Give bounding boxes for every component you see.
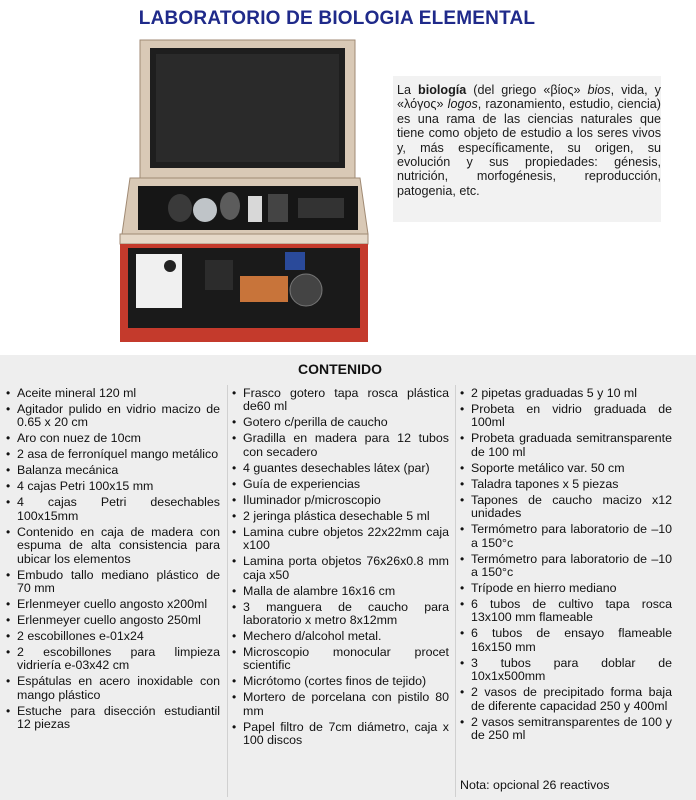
list-item: • Mechero d/alcohol metal. — [232, 630, 449, 643]
list-item: • Termómetro para laboratorio de –10 a 150°c — [460, 553, 672, 580]
list-item: • Frasco gotero tapa rosca plástica de60 ml — [232, 387, 449, 414]
page-title: LABORATORIO DE BIOLOGIA ELEMENTAL — [138, 8, 536, 29]
desc-prefix: La — [397, 83, 419, 97]
list-item: • Iluminador p/microscopio — [232, 494, 449, 507]
contents-column-3 — [460, 387, 672, 745]
kit-photo — [110, 38, 380, 350]
list-item: • 3 tubos para doblar de 10x1x500mm — [460, 657, 672, 684]
list-item: • 3 manguera de caucho para laboratorio x metro 8x12mm — [232, 601, 449, 628]
list-item: • Agitador pulido en vidrio macizo de 0.65 x 20 cm — [6, 403, 220, 430]
column-divider — [455, 385, 456, 797]
list-item: • Papel filtro de 7cm diámetro, caja x 100 discos — [232, 721, 449, 748]
list-item: • 4 cajas Petri desechables 100x15mm — [6, 496, 220, 523]
list-item: • Microscopio monocular procet scientific — [232, 646, 449, 673]
list-item: • Micrótomo (cortes finos de tejido) — [232, 675, 449, 688]
list-item: • Guía de experiencias — [232, 478, 449, 491]
list-item: • Taladra tapones x 5 piezas — [460, 478, 672, 491]
contents-panel — [0, 355, 696, 800]
list-item: • Tapones de caucho macizo x12 unidades — [460, 494, 672, 521]
list-item: • Erlenmeyer cuello angosto x200ml — [6, 598, 220, 611]
list-item: • Gotero c/perilla de caucho — [232, 416, 449, 429]
desc-part2: , vida, y «λόγος» — [397, 83, 661, 112]
list-item: • Espátulas en acero inoxidable con mango plástico — [6, 675, 220, 702]
desc-bios: bios — [587, 83, 611, 97]
list-item: • 2 pipetas graduadas 5 y 10 ml — [460, 387, 672, 400]
list-item: • Termómetro para laboratorio de –10 a 150°c — [460, 523, 672, 550]
list-item: • Aro con nuez de 10cm — [6, 432, 220, 445]
contents-column-1 — [6, 387, 220, 734]
list-item: • Lamina cubre objetos 22x22mm caja x100 — [232, 526, 449, 553]
list-item: • Embudo tallo mediano plástico de 70 mm — [6, 569, 220, 596]
desc-term: biología — [418, 83, 467, 97]
note-text: Nota: opcional 26 reactivos — [460, 778, 610, 792]
list-item: • Balanza mecánica — [6, 464, 220, 477]
list-item: • Mortero de porcelana con pistilo 80 mm — [232, 691, 449, 718]
list-item: • Probeta graduada semitransparente de 100 ml — [460, 432, 672, 459]
list-item: • Aceite mineral 120 ml — [6, 387, 220, 400]
list-item: • Probeta en vidrio graduada de 100ml — [460, 403, 672, 430]
list-item: • 2 vasos semitransparentes de 100 y de 250 ml — [460, 716, 672, 743]
contents-title: CONTENIDO — [298, 361, 382, 377]
list-item: • 2 escobillones para limpieza vidriería e-03x42 cm — [6, 646, 220, 673]
list-item: • 2 vasos de precipitado forma baja de diferente capacidad 250 y 400ml — [460, 686, 672, 713]
column-divider — [227, 385, 228, 797]
list-item: • Soporte metálico var. 50 cm — [460, 462, 672, 475]
list-item: • 4 cajas Petri 100x15 mm — [6, 480, 220, 493]
contents-column-2 — [232, 387, 449, 750]
list-item: • Lamina porta objetos 76x26x0.8 mm caja x50 — [232, 555, 449, 582]
desc-logos: logos — [447, 97, 478, 112]
list-item: • 2 escobillones e-01x24 — [6, 630, 220, 643]
desc-part3: , razonamiento, estudio, ciencia) es una rama de las ciencias naturales que tiene como objeto de estudio a los seres vivos y, más específicamente, su origen, su evolución y sus propiedades: génesis, nutrición, morfogénesis, reproducción, patogenia, etc. — [397, 97, 661, 198]
list-item: • 2 jeringa plástica desechable 5 ml — [232, 510, 449, 523]
list-item: • 4 guantes desechables látex (par) — [232, 462, 449, 475]
list-item: • 6 tubos de ensayo flameable 16x150 mm — [460, 627, 672, 654]
list-item: • Gradilla en madera para 12 tubos con secadero — [232, 432, 449, 459]
list-item: • Erlenmeyer cuello angosto 250ml — [6, 614, 220, 627]
biology-description — [393, 76, 661, 222]
list-item: • Contenido en caja de madera con espuma de alta consistencia para ubicar los elementos — [6, 526, 220, 566]
list-item: • Estuche para disección estudiantil 12 piezas — [6, 705, 220, 732]
list-item: • Malla de alambre 16x16 cm — [232, 585, 449, 598]
list-item: • Trípode en hierro mediano — [460, 582, 672, 595]
list-item: • 2 asa de ferroníquel mango metálico — [6, 448, 220, 461]
desc-part1: (del griego «βίος» — [466, 83, 588, 97]
list-item: • 6 tubos de cultivo tapa rosca 13x100 mm flameable — [460, 598, 672, 625]
